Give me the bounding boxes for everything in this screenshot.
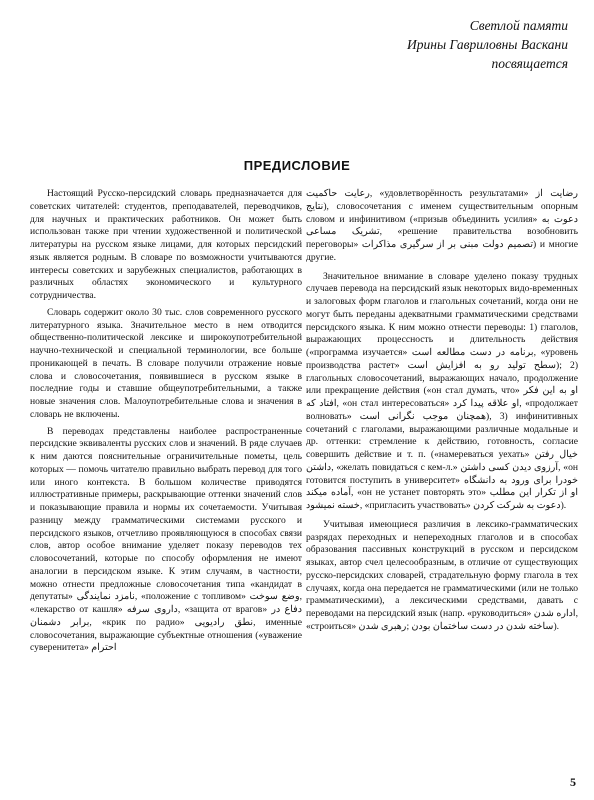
dedication-line-2: Ирины Гавриловны Васкани bbox=[407, 37, 568, 52]
dedication bbox=[268, 16, 568, 73]
paragraph: رعایت حاکمیت, «удовлетворённость результатами» رضایت از نتایج), словосочетания с именем существительным опорным словом и инфинитивом («призыв объединить усилия» دعوت به تشریک مساعی, «решение правительства возобновить переговоры» تصمیم دولت مبنی بر از سرگیری مذاکرات) и многие другие. bbox=[306, 188, 579, 263]
paragraph: Словарь содержит около 30 тыс. слов современного русского литературного языка. Значительное место в нем отводится общественно-политической лексике и широкоупотребительной научно-технической и специальной терминологии, все больше проникающей в печать. В словаре получили отражение новые слова и словосочетания, появившиеся в русском языке в последние годы и ставшие общеупотребительными, а также новые значения слов. Малоупотребительные слова и значения в словарь не включены. bbox=[30, 306, 302, 420]
left-column bbox=[30, 188, 302, 659]
page-number: 5 bbox=[570, 775, 576, 789]
dedication-line-1: Светлой памяти bbox=[469, 18, 568, 33]
paragraph: В переводах представлены наиболее распространенные персидские эквиваленты русских слов и значений. В ряде случаев к ним даются пояснительные ограничительные пометы, цель которых — помочь читателю правильно выбрать перевод для того или иного контекста. В большом количестве приводятся иллюстративные примеры, раскрывающие оттенки значений слов и показывающие правила и нормы их сочетаемости. Учитывая разницу между грамматическими системами русского и персидского языков, отчетливо проявляющуюся в способах связи слов, автор особое внимание уделяет показу переводов тех словосочетаний, которые по способу оформления не имеют аналогии в персидском языке. К этим случаям, в частности, можно отнести предложные словосочетания типа «кандидат в депутаты» نامزد نمایندگی, «положение с топливом» وضع سوخت, «лекарство от кашля» داروی سرفه, «защита от врагов» دفاع در برابر دشمنان, «крик по радио» نطق رادیویی, именные словосочетания, выражающие субъектные отношения («уважение суверенитета» احترام bbox=[30, 425, 302, 654]
paragraph: Учитывая имеющиеся различия в лексико-грамматических разрядах переходных и непереходных глаголов и в способах образования пассивных конструкций в русском и персидском языках, автор счел целесообразным, в отличие от существующих русско-персидских словарей, страдательную форму глагола в тех случаях, когда она передается не грамматическими (или не только грамматическими), а лексическими средствами, давать с переводами на персидский язык (напр. «руководиться» اداره شدن, «строиться» ساخته شدن در دست ساختمان بودن ;رهبری شدن). bbox=[306, 518, 578, 632]
right-column bbox=[306, 188, 578, 640]
paragraph: Настоящий Русско-персидский словарь предназначается для советских читателей: студентов, преподавателей, переводчиков, для научных и практических работников. Он может быть использован также при чтении художественной и политической литературы на русском языке лицами, для которых персидский язык является родным. В словаре по возможности учитываются интересы советских и зарубежных специалистов, работающих в различных областях экономического и культурного сотрудничества. bbox=[30, 188, 302, 301]
page-title: ПРЕДИСЛОВИЕ bbox=[243, 158, 351, 173]
paragraph: Значительное внимание в словаре уделено показу трудных случаев перевода на персидский язык некоторых видо-временных и залоговых форм глаголов и глагольных сочетаний, когда они не могут быть переданы адекватными грамматическими средствами персидского языка. К ним можно отнести переводы: 1) глаголов, выражающих процессность и длительность действия («программа изучается» برنامه در دست مطالعه است, «уровень производства растет» سطح تولید رو به افزایش است); 2) глагольных словосочетаний, выражающих начало, продолжение или прекращение действия («он стал думать, что» او به این فکر افتاد که, «он стал интересоваться» او علاقه پیدا کرد, «продолжает волновать» همچنان موجب نگرانی است), 3) инфинитивных сочетаний с глаголами, выражающими различные модальные и др. оттенки: стремление к действию, готовность, согласие совершить действие и т. п. («намереваться уехать» خیال رفتن داشتن, «желать повидаться с кем-л.» آرزوی دیدن کسی داشتن, «он готовится поступить в университет» خودرا برای ورود به دانشگاه آماده میکند, «он не устанет повторять это» او از تکرار این مطلب خسته نمیشود, «пригласить участвовать» دعوت به شرکت کردن). bbox=[306, 270, 579, 511]
dedication-line-3: посвящается bbox=[491, 56, 568, 71]
